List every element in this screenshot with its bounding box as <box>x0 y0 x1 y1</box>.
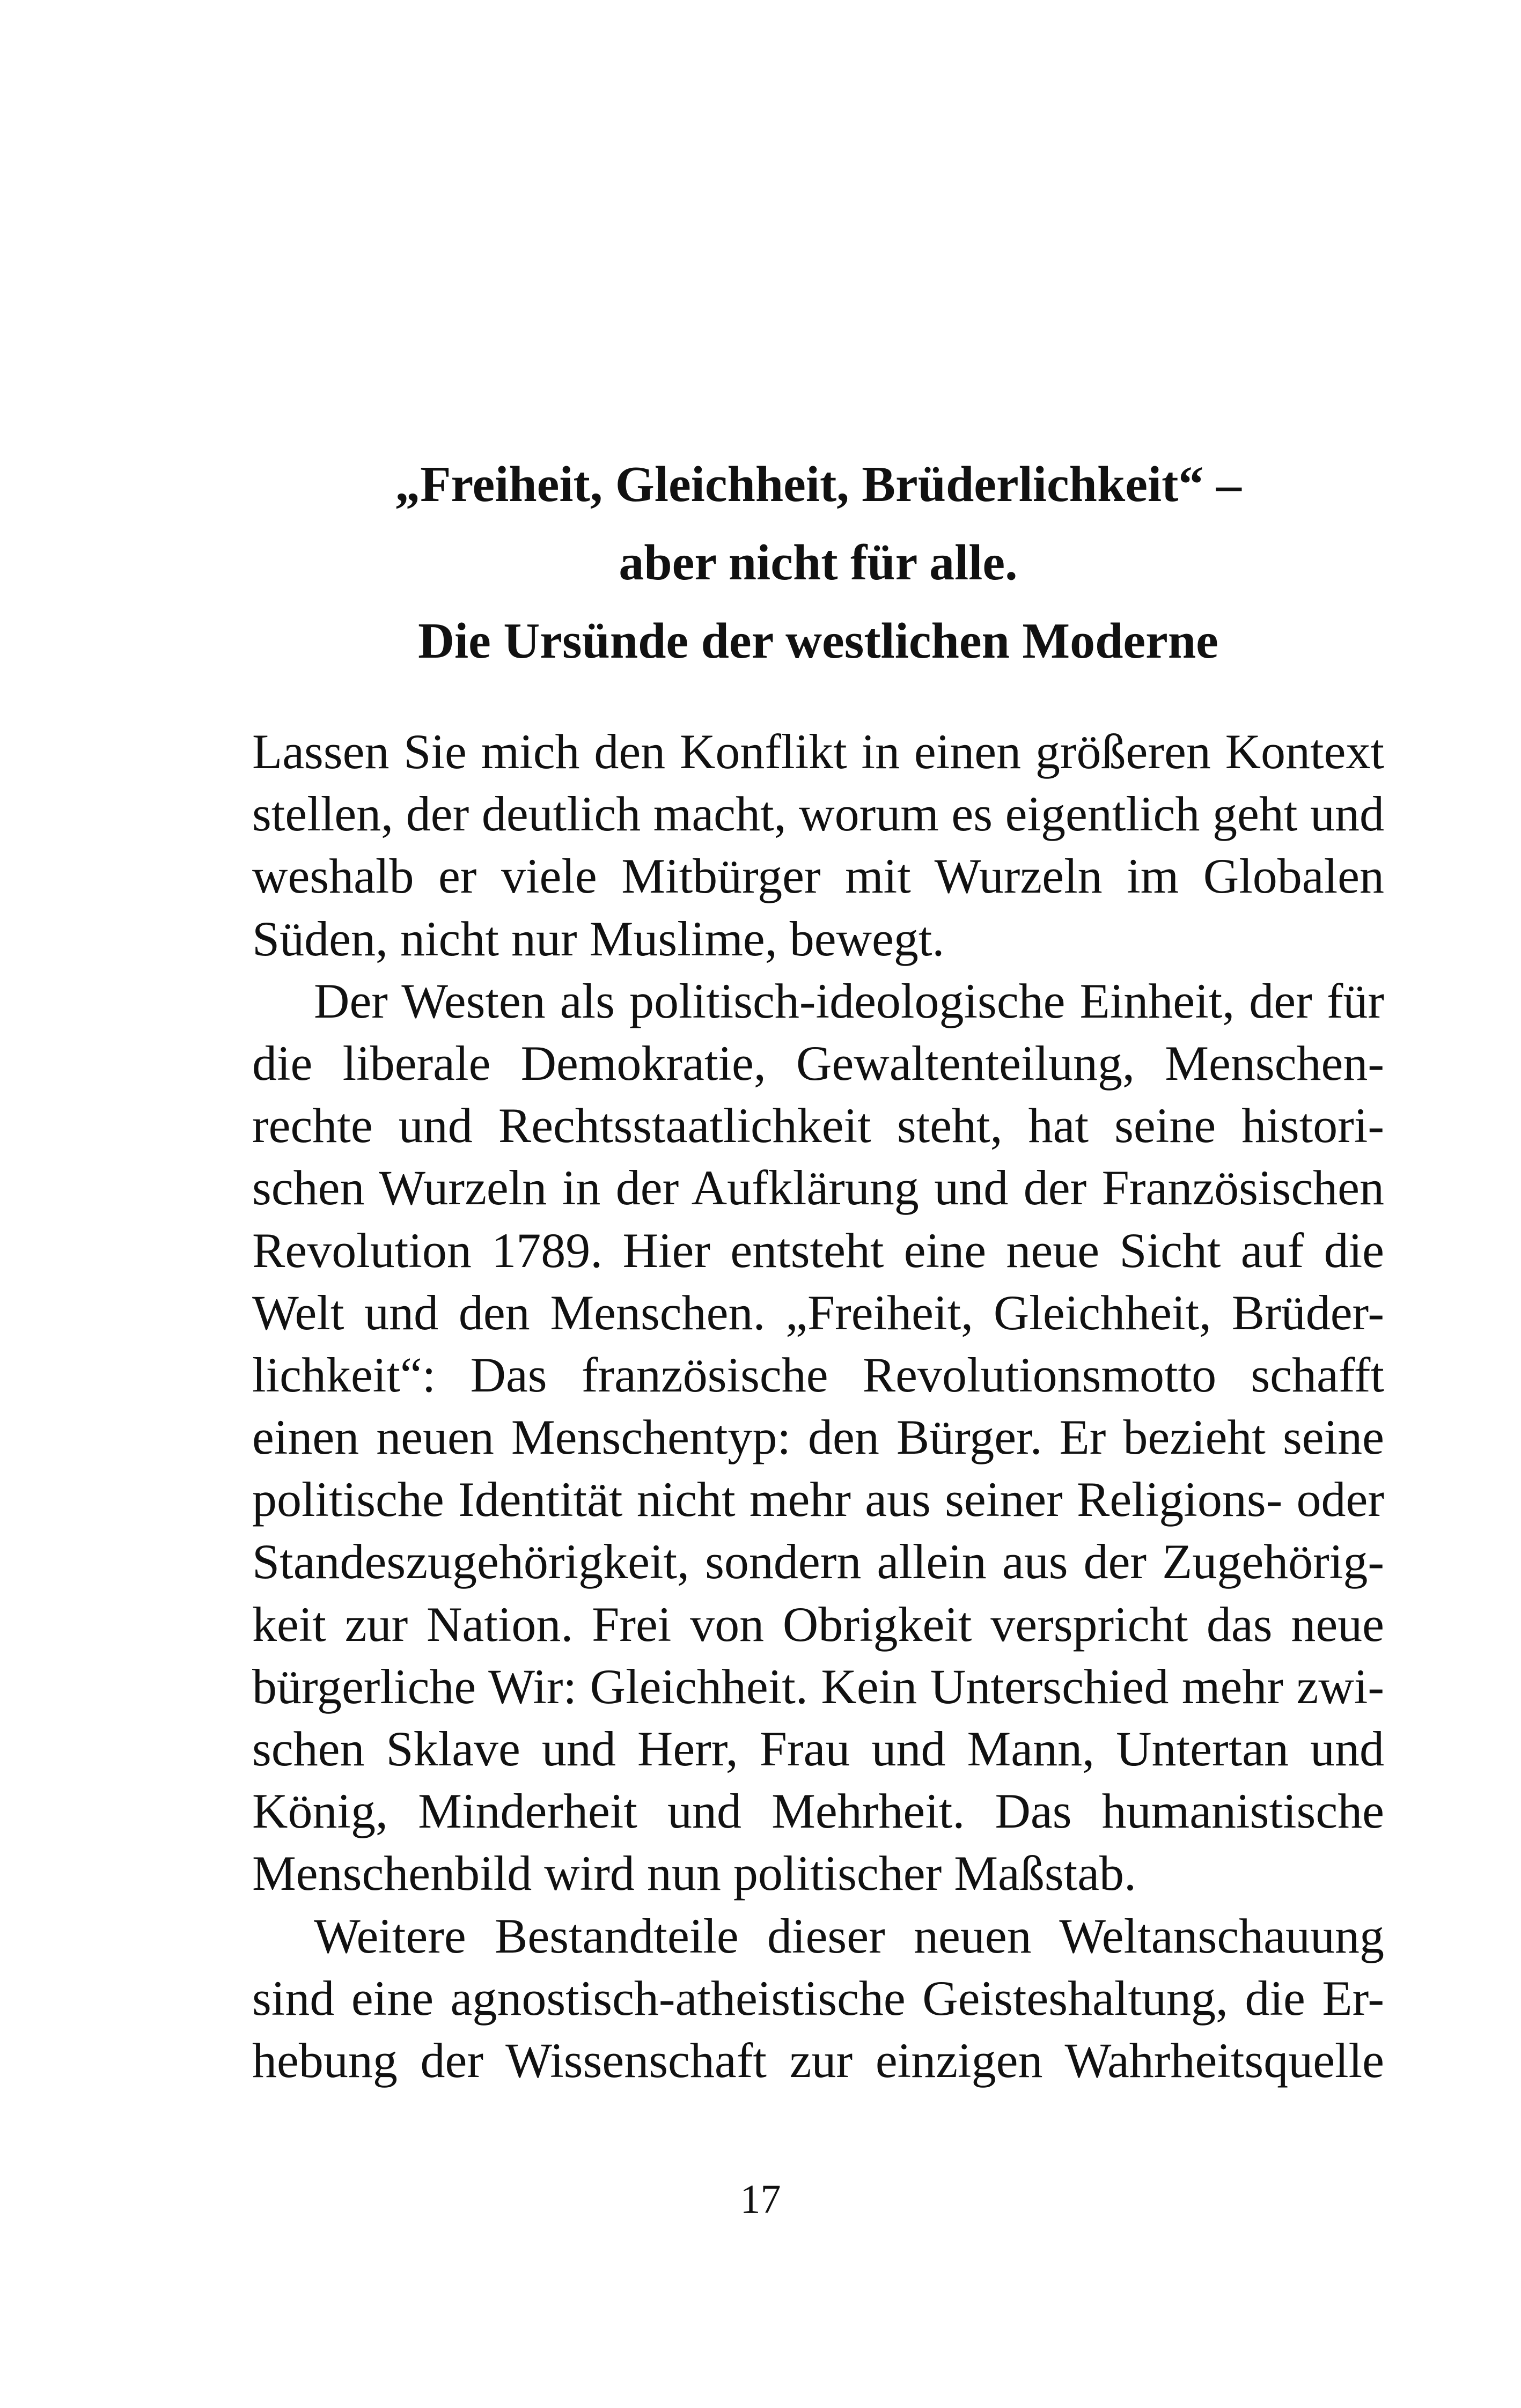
paragraph-2-line: Der Westen als politisch-ideologische Einheit, der für <box>314 973 1384 1028</box>
paragraph-2-line: Standeszugehörigkeit, sondern allein aus der Zugehörig- <box>252 1534 1384 1589</box>
paragraph-1-line: weshalb er viele Mitbürger mit Wurzeln im Globalen <box>252 849 1384 904</box>
paragraph-2-line: einen neuen Menschentyp: den Bürger. Er bezieht seine <box>252 1410 1384 1465</box>
paragraph-2-line: lichkeit“: Das französische Revolutionsmotto schafft <box>252 1347 1384 1402</box>
paragraph-2-line: Welt und den Menschen. „Freiheit, Gleichheit, Brüder- <box>252 1285 1384 1340</box>
paragraph-1-line: Lassen Sie mich den Konflikt in einen größeren Kontext <box>252 724 1384 779</box>
paragraph-2-line: schen Wurzeln in der Aufklärung und der Französischen <box>252 1160 1384 1216</box>
paragraph-1-line: Süden, nicht nur Muslime, bewegt. <box>252 911 945 966</box>
paragraph-2-line: Menschenbild wird nun politischer Maßstab. <box>252 1846 1137 1901</box>
paragraph-3-line: hebung der Wissenschaft zur einzigen Wahrheitsquelle <box>252 2033 1384 2088</box>
paragraph-2-line: bürgerliche Wir: Gleichheit. Kein Unterschied mehr zwi- <box>252 1659 1384 1714</box>
paragraph-2-line: schen Sklave und Herr, Frau und Mann, Untertan und <box>252 1721 1384 1776</box>
page-number: 17 <box>740 2177 781 2222</box>
paragraph-2-line: König, Minderheit und Mehrheit. Das humanistische <box>252 1784 1384 1839</box>
chapter-heading <box>252 445 1384 680</box>
paragraph-2-line: keit zur Nation. Frei von Obrigkeit verspricht das neue <box>252 1596 1384 1652</box>
chapter-heading-line-2: aber nicht für alle. <box>619 535 1018 591</box>
paragraph-1-line: stellen, der deutlich macht, worum es eigentlich geht und <box>252 786 1384 842</box>
paragraph-3-line: Weitere Bestandteile dieser neuen Weltanschauung <box>314 1908 1384 1963</box>
chapter-heading-line-3: Die Ursünde der westlichen Moderne <box>418 613 1218 669</box>
paragraph-2-line: die liberale Demokratie, Gewaltenteilung, Menschen- <box>252 1035 1384 1091</box>
paragraph-2-line: rechte und Rechtsstaatlichkeit steht, hat seine histori- <box>252 1098 1384 1153</box>
paragraph-3-line: sind eine agnostisch-atheistische Geisteshaltung, die Er- <box>252 1970 1384 2026</box>
chapter-heading-line-1: „Freiheit, Gleichheit, Brüderlichkeit“ – <box>395 456 1241 512</box>
paragraph-2-line: Revolution 1789. Hier entsteht eine neue Sicht auf die <box>252 1223 1384 1278</box>
body-text <box>252 720 1384 2092</box>
paragraph-2-line: politische Identität nicht mehr aus seiner Religions- oder <box>252 1472 1384 1527</box>
